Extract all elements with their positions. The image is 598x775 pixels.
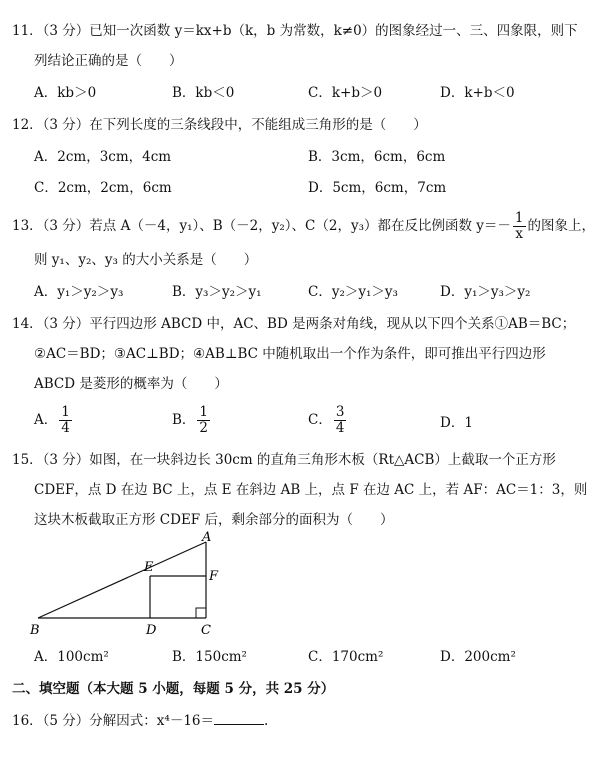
q11-stem-line2: 列结论正确的是（ ）	[34, 53, 183, 69]
q14-option-b[interactable]	[172, 405, 212, 436]
q14-stem-line2: ②AC＝BD；③AC⊥BD；④AB⊥BC 中随机取出一个作为条件，即可推出平行四边形	[34, 346, 546, 362]
q11-option-a[interactable]: A．kb＞0	[34, 85, 97, 101]
q13-option-d[interactable]: D．y₁＞y₃＞y₂	[440, 284, 531, 300]
q13-option-c[interactable]: C．y₂＞y₁＞y₃	[308, 284, 398, 300]
q13-fraction	[513, 211, 526, 242]
q15-option-a[interactable]: A．100cm²	[34, 649, 109, 665]
q13-stem-text: 13．（3 分）若点 A（－4，y₁）、B（－2，y₂）、C（2，y₃）都在反比例函数 y＝－	[12, 218, 511, 234]
q15-option-c[interactable]: C．170cm²	[308, 649, 384, 665]
q12-option-d[interactable]: D．5cm，6cm，7cm	[308, 180, 447, 196]
label-e: E	[144, 560, 154, 575]
q14-stem-line3: ABCD 是菱形的概率为（ ）	[34, 376, 228, 392]
q14-option-b-fraction	[197, 405, 210, 436]
q12-option-b[interactable]: B．3cm，6cm，6cm	[308, 149, 446, 165]
q14-option-b-label: B．	[172, 412, 196, 428]
q14-option-b-den: 2	[199, 420, 209, 436]
q12-option-c[interactable]: C．2cm，2cm，6cm	[34, 180, 172, 196]
q14-option-a[interactable]	[34, 405, 74, 436]
q12-stem: 12．（3 分）在下列长度的三条线段中，不能组成三角形的是（ ）	[12, 117, 427, 133]
q11-option-b[interactable]: B．kb＜0	[172, 85, 235, 101]
q16-stem-line	[12, 712, 268, 730]
label-a: A	[202, 530, 212, 545]
q12-option-a[interactable]: A．2cm，3cm，4cm	[34, 149, 172, 165]
q15-stem-line1: 15．（3 分）如图，在一块斜边长 30cm 的直角三角形木板（Rt△ACB）上截取一个正方形	[12, 452, 556, 468]
q13-option-a[interactable]: A．y₁＞y₂＞y₃	[34, 284, 124, 300]
q11-option-c[interactable]: C．k+b＞0	[308, 85, 383, 101]
q13-stem-line2: 则 y₁、y₂、y₃ 的大小关系是（ ）	[34, 252, 258, 268]
q14-option-c-fraction	[334, 405, 347, 436]
q15-stem-line2: CDEF，点 D 在边 BC 上，点 E 在斜边 AB 上，点 F 在边 AC 上，若 AF：AC＝1：3，则	[34, 482, 588, 498]
q13-stem-tail: 的图象上，	[527, 218, 595, 234]
q14-option-a-num: 1	[61, 404, 70, 420]
q13-fraction-num: 1	[514, 210, 524, 226]
q14-option-a-den: 4	[61, 420, 70, 436]
q14-option-b-num: 1	[199, 404, 209, 420]
q13-stem-line1	[12, 211, 595, 242]
q13-option-b[interactable]: B．y₃＞y₂＞y₁	[172, 284, 262, 300]
q16-stem: 16．（5 分）分解因式：x⁴－16＝	[12, 713, 215, 729]
label-d: D	[146, 623, 157, 638]
q15-option-b[interactable]: B．150cm²	[172, 649, 247, 665]
right-angle-mark	[196, 608, 206, 618]
q14-option-c-num: 3	[335, 404, 345, 420]
q11-stem-line1: 11．（3 分）已知一次函数 y＝kx+b（k，b 为常数，k≠0）的图象经过一、三、四象限，则下	[12, 23, 578, 39]
q16-tail: .	[264, 713, 269, 729]
q15-triangle-figure	[0, 530, 260, 640]
q14-option-d[interactable]: D．1	[440, 415, 473, 431]
q11-option-d[interactable]: D．k+b＜0	[440, 85, 515, 101]
q14-stem-line1: 14．（3 分）平行四边形 ABCD 中，AC、BD 是两条对角线，现从以下四个关系①AB＝BC；	[12, 316, 576, 332]
edge-ab	[38, 542, 206, 618]
q15-option-d[interactable]: D．200cm²	[440, 649, 516, 665]
q13-fraction-den: x	[515, 226, 524, 242]
q16-answer-blank[interactable]	[214, 712, 264, 725]
label-c: C	[201, 623, 211, 638]
q14-option-a-fraction	[59, 405, 72, 436]
section-fill-in-title: 二、填空题（本大题 5 小题，每题 5 分，共 25 分）	[12, 681, 335, 697]
q15-stem-line3: 这块木板截取正方形 CDEF 后，剩余部分的面积为（ ）	[34, 512, 394, 528]
label-f: F	[209, 569, 219, 584]
q14-option-c-label: C．	[308, 412, 332, 428]
q14-option-a-label: A．	[34, 412, 58, 428]
q14-option-c-den: 4	[335, 420, 345, 436]
q14-option-c[interactable]	[308, 405, 348, 436]
label-b: B	[30, 623, 40, 638]
